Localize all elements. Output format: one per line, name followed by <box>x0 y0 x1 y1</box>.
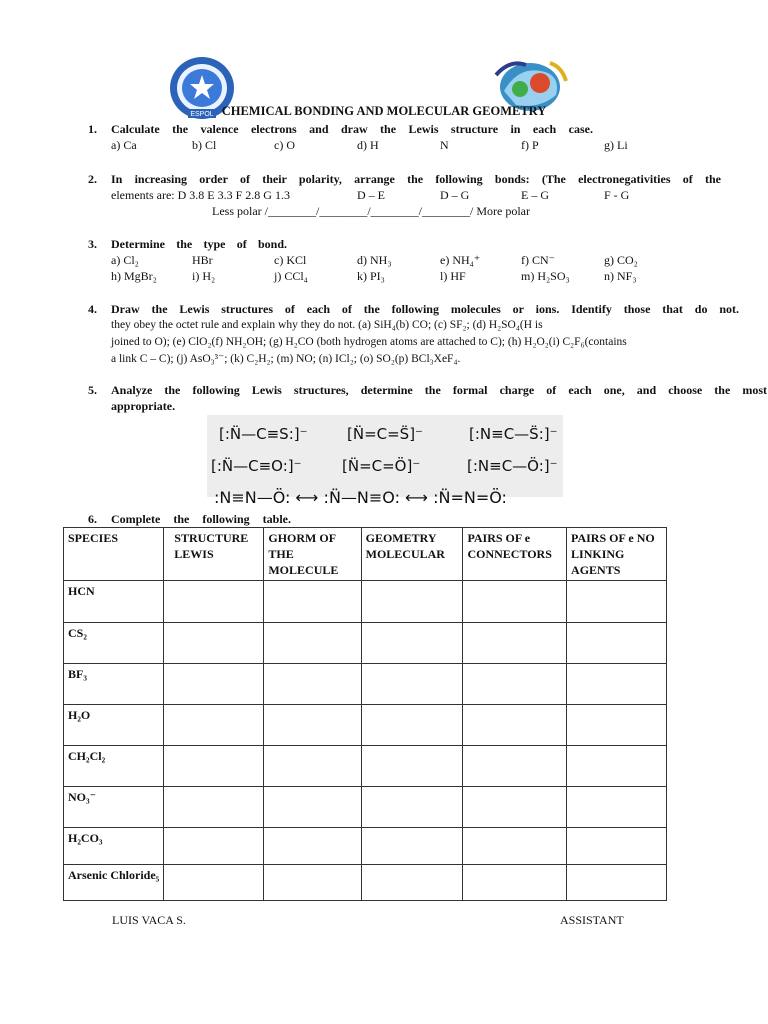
lewis-structures-figure <box>207 415 563 497</box>
lewis-structure: [:N̈—C≡O:]⁻ <box>211 457 302 475</box>
answer-cell[interactable] <box>264 623 361 664</box>
answer-cell[interactable] <box>164 865 264 901</box>
q2-bond: F - G <box>604 188 630 202</box>
answer-cell[interactable] <box>361 865 463 901</box>
answer-cell[interactable] <box>463 828 567 865</box>
q3-item: a) Cl₂ <box>111 253 139 267</box>
q2-bond: E – G <box>521 188 549 202</box>
q3-row1 <box>0 252 768 268</box>
answer-cell[interactable] <box>361 664 463 705</box>
q1-option: f) P <box>521 138 539 152</box>
answer-cell[interactable] <box>361 828 463 865</box>
answer-cell[interactable] <box>567 746 667 787</box>
answer-cell[interactable] <box>463 664 567 705</box>
q4-text: Draw the Lewis structures of each of the following molecules or ions. Identify those that do not. <box>111 302 739 316</box>
q2-bond: D – G <box>440 188 470 202</box>
table-row <box>64 623 667 664</box>
q3-item: n) NF₃ <box>604 269 637 283</box>
q6-number: 6. <box>88 512 97 526</box>
q2-number: 2. <box>88 172 97 186</box>
q4-number: 4. <box>88 302 97 316</box>
q2-text: In increasing order of their polarity, arrange the following bonds: (The electronegativities of the <box>111 172 721 186</box>
q1-option: c) O <box>274 138 295 152</box>
page-title: CHEMICAL BONDING AND MOLECULAR GEOMETRY <box>221 104 547 118</box>
answer-cell[interactable] <box>164 705 264 746</box>
q2-line2 <box>0 187 768 203</box>
q3-item: f) CN⁻ <box>521 253 555 267</box>
q1-option: d) H <box>357 138 379 152</box>
q1-option: g) Li <box>604 138 628 152</box>
q1-options <box>0 137 768 153</box>
answer-cell[interactable] <box>463 705 567 746</box>
answer-cell[interactable] <box>567 581 667 623</box>
answer-cell[interactable] <box>463 746 567 787</box>
q3-item: m) H₂SO₃ <box>521 269 570 283</box>
answer-cell[interactable] <box>264 787 361 828</box>
answer-cell[interactable] <box>361 746 463 787</box>
table-header: PAIRS OF e CONNECTORS <box>463 528 567 581</box>
answer-cell[interactable] <box>164 828 264 865</box>
lewis-structure: [:N≡C—S̈:]⁻ <box>469 425 558 443</box>
answer-cell[interactable] <box>264 828 361 865</box>
answer-cell[interactable] <box>164 787 264 828</box>
table-row <box>64 865 667 901</box>
table-row <box>64 828 667 865</box>
answer-cell[interactable] <box>264 705 361 746</box>
q5-text: Analyze the following Lewis structures, determine the formal charge of each one, and choose the most <box>111 383 767 397</box>
answer-cell[interactable] <box>164 664 264 705</box>
answer-cell[interactable] <box>264 746 361 787</box>
species-cell: H₂CO₃ <box>64 828 164 865</box>
q1-option: N <box>440 138 449 152</box>
footer-role: ASSISTANT <box>560 913 624 927</box>
q3-item: l) HF <box>440 269 466 283</box>
answer-cell[interactable] <box>463 787 567 828</box>
q3-item: e) NH₄⁺ <box>440 253 481 267</box>
molecule-table <box>63 527 667 901</box>
q5-text2: appropriate. <box>111 399 176 413</box>
q3-item: k) PI₃ <box>357 269 385 283</box>
species-cell: NO₃⁻ <box>64 787 164 828</box>
answer-cell[interactable] <box>361 705 463 746</box>
species-cell: CS₂ <box>64 623 164 664</box>
answer-cell[interactable] <box>463 581 567 623</box>
answer-cell[interactable] <box>463 623 567 664</box>
species-cell: Arsenic Chloride₅ <box>64 865 164 901</box>
answer-cell[interactable] <box>361 581 463 623</box>
species-cell: BF₃ <box>64 664 164 705</box>
q3-number: 3. <box>88 237 97 251</box>
answer-cell[interactable] <box>361 787 463 828</box>
answer-cell[interactable] <box>463 865 567 901</box>
q1-text: Calculate the valence electrons and draw the Lewis structure in each case. <box>111 122 593 136</box>
answer-cell[interactable] <box>164 746 264 787</box>
q3-item: HBr <box>192 253 213 267</box>
q1-option: b) Cl <box>192 138 217 152</box>
q2-electronegativities: elements are: D 3.8 E 3.3 F 2.8 G 1.3 <box>111 188 290 202</box>
q2-bond: D – E <box>357 188 385 202</box>
table-header: SPECIES <box>64 528 164 581</box>
q3-item: i) H₂ <box>192 269 216 283</box>
q3-item: g) CO₂ <box>604 253 638 267</box>
answer-cell[interactable] <box>567 787 667 828</box>
q4-line2: they obey the octet rule and explain why they do not. (a) SiH₄(b) CO; (c) SF₂; (d) H₂SO₄(H is <box>111 319 543 331</box>
q2-polarity-scale: Less polar /________/________/________/________/ More polar <box>212 204 530 218</box>
table-row <box>64 664 667 705</box>
answer-cell[interactable] <box>164 623 264 664</box>
lewis-structure: [N̈=C=S̈]⁻ <box>347 425 423 443</box>
answer-cell[interactable] <box>264 581 361 623</box>
table-header: PAIRS OF e NO LINKING AGENTS <box>567 528 667 581</box>
q1-number: 1. <box>88 122 97 136</box>
answer-cell[interactable] <box>567 828 667 865</box>
answer-cell[interactable] <box>164 581 264 623</box>
answer-cell[interactable] <box>264 664 361 705</box>
answer-cell[interactable] <box>567 865 667 901</box>
answer-cell[interactable] <box>361 623 463 664</box>
table-row <box>64 746 667 787</box>
q4-line4: a link C – C); (j) AsO₃³⁻; (k) C₂H₂; (m) NO; (n) ICl₂; (o) SO₂(p) BCl₃XeF₄. <box>111 353 461 365</box>
answer-cell[interactable] <box>567 664 667 705</box>
table-header-row <box>64 528 667 581</box>
q4-line3: joined to O); (e) ClO₂(f) NH₂OH; (g) H₂CO (both hydrogen atoms are attached to C); (h) H₂O₂(i) C₂F₆(contains <box>111 336 627 348</box>
q3-row2 <box>0 268 768 284</box>
species-cell: H₂O <box>64 705 164 746</box>
table-header: GEOMETRY MOLECULAR <box>361 528 463 581</box>
lewis-structure: [:N̈—C≡S:]⁻ <box>219 425 308 443</box>
table-row <box>64 787 667 828</box>
table-row <box>64 705 667 746</box>
table-row <box>64 581 667 623</box>
answer-cell[interactable] <box>567 623 667 664</box>
lewis-structure: [:N≡C—Ö:]⁻ <box>467 457 558 475</box>
answer-cell[interactable] <box>264 865 361 901</box>
table-header: STRUCTURE LEWIS <box>164 528 264 581</box>
lewis-structure: [N̈=C=Ö]⁻ <box>342 457 421 475</box>
q3-item: j) CCl₄ <box>274 269 308 283</box>
svg-text:ESPOL: ESPOL <box>190 111 214 118</box>
table-header: GHORM OF THE MOLECULE <box>264 528 361 581</box>
q3-item: h) MgBr₂ <box>111 269 157 283</box>
q1-option: a) Ca <box>111 138 137 152</box>
q3-item: d) NH₃ <box>357 253 392 267</box>
q3-item: c) KCl <box>274 253 307 267</box>
species-cell: HCN <box>64 581 164 623</box>
q5-number: 5. <box>88 383 97 397</box>
answer-cell[interactable] <box>567 705 667 746</box>
resonance-structures: :N≡N—Ö: ⟷ :N̈—N≡O: ⟷ :N̈=N=Ö: <box>214 488 507 507</box>
q6-text: Complete the following table. <box>111 512 291 526</box>
footer-author: LUIS VACA S. <box>112 913 186 927</box>
q3-text: Determine the type of bond. <box>111 237 287 251</box>
species-cell: CH₂Cl₂ <box>64 746 164 787</box>
